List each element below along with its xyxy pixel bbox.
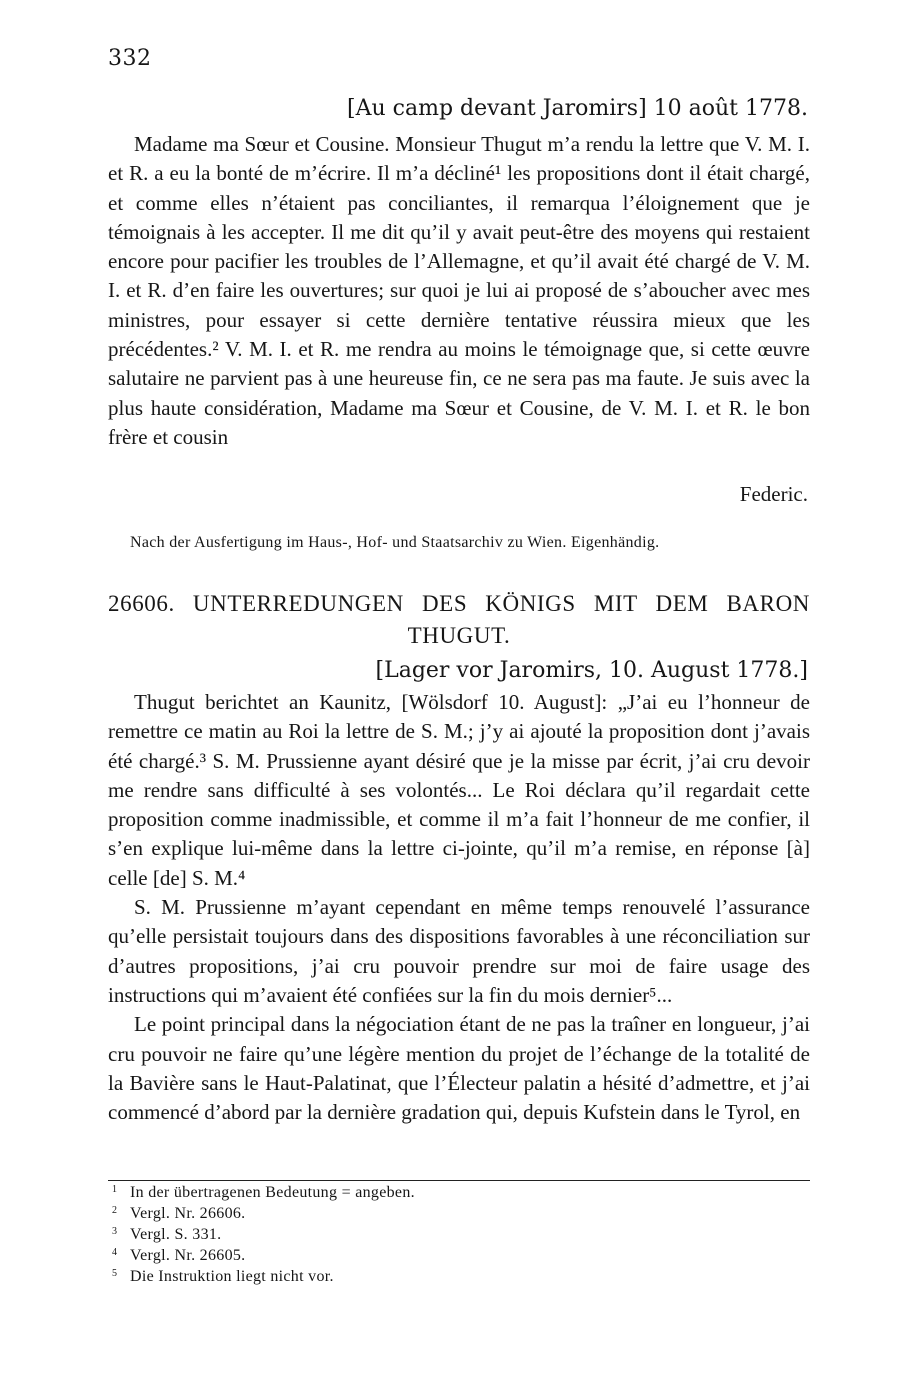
section-paragraph: Le point principal dans la négociation étant de ne pas la traîner en longueur, j’ai cru pouvoir ne faire qu’une légère mention du projet de l’échange de la totalité de la Bavière sans le Haut-Palatinat, que l’Électeur palatin a hésité d’admettre, et j’ai commencé d’abord par la dernière gradation qui, depuis Kufstein dans le Tyrol, en bbox=[108, 1012, 810, 1125]
footnote-text: Die Instruktion liegt nicht vor. bbox=[130, 1268, 334, 1285]
source-note: Nach der Ausfertigung im Haus-, Hof- und Staatsarchiv zu Wien. Eigenhändig. bbox=[130, 534, 660, 551]
footnote-divider bbox=[108, 1180, 810, 1181]
footnote-text: In der übertragenen Bedeutung = angeben. bbox=[130, 1184, 415, 1201]
section-paragraph: Thugut berichtet an Kaunitz, [Wölsdorf 10. August]: „J’ai eu l’honneur de remettre ce matin au Roi la lettre de S. M.; j’y ai ajouté la proposition dont j’avais été chargé.³ S. M. Prussienne ayant désiré que je la misse par écrit, j’ai cru devoir me rendre sans difficulté à ses volontés... Le Roi déclara qu’il regardait cette proposition comme inadmissible, et comme il m’a fait l’honneur de me confier, il s’en explique lui-même dans la lettre ci-jointe, qu’il m’a remise, en réponse [à] celle [de] S. M.⁴ bbox=[108, 690, 810, 890]
footnote bbox=[112, 1224, 712, 1245]
footnote-mark: 2 bbox=[112, 1205, 118, 1216]
footnote bbox=[112, 1266, 712, 1287]
section-paragraph: S. M. Prussienne m’ayant cependant en même temps renouvelé l’assurance qu’elle persistait toujours dans des dispositions favorables à une réconciliation sur d’autres propositions, j’ai cru pouvoir prendre sur moi de faire usage des instructions qui m’avaient été confiées sur la fin du mois dernier⁵... bbox=[108, 895, 810, 1007]
footnote-text: Vergl. S. 331. bbox=[130, 1226, 222, 1243]
letter-signature: Federic. bbox=[739, 482, 808, 506]
section-body bbox=[108, 688, 810, 1127]
footnote-mark: 4 bbox=[112, 1247, 118, 1258]
footnotes bbox=[112, 1182, 712, 1287]
section-dateline: [Lager vor Jaromirs, 10. August 1778.] bbox=[375, 658, 808, 683]
footnote bbox=[112, 1245, 712, 1266]
section-heading-line2: THUGUT. bbox=[407, 623, 511, 648]
footnote-mark: 3 bbox=[112, 1226, 118, 1237]
letter-dateline: [Au camp devant Jaromirs] 10 août 1778. bbox=[347, 96, 808, 121]
footnote-text: Vergl. Nr. 26606. bbox=[130, 1205, 246, 1222]
letter-body bbox=[108, 130, 810, 452]
page-number: 332 bbox=[108, 46, 152, 71]
letter-paragraph: Madame ma Sœur et Cousine. Monsieur Thugut m’a rendu la lettre que V. M. I. et R. a eu la bonté de m’écrire. Il m’a décliné¹ les propositions dont il était chargé, et comme elles n’étaient pas conciliantes, il remarqua l’éloignement que je témoignais à les accepter. Il me dit qu’il y avait peut-être des moyens qui restaient encore pour pacifier les troubles de l’Allemagne, et qu’il avait été chargé de V. M. I. et R. d’en faire les ouvertures; sur quoi je lui ai proposé de s’aboucher avec mes ministres, pour essayer si cette dernière tentative réussira mieux que les précédentes.² V. M. I. et R. me rendra au moins le témoignage que, si cette œuvre salutaire ne parvient pas à une heureuse fin, ce ne sera pas ma faute. Je suis avec la plus haute considération, Madame ma Sœur et Cousine, de V. M. I. et R. le bon frère et cousin bbox=[108, 132, 810, 449]
footnote bbox=[112, 1182, 712, 1203]
footnote-mark: 1 bbox=[112, 1184, 118, 1195]
footnote-text: Vergl. Nr. 26605. bbox=[130, 1247, 246, 1264]
section-heading-line1: 26606. UNTERREDUNGEN DES KÖNIGS MIT DEM BARON bbox=[108, 591, 810, 616]
footnote bbox=[112, 1203, 712, 1224]
section-heading bbox=[108, 588, 810, 652]
footnote-mark: 5 bbox=[112, 1268, 118, 1279]
